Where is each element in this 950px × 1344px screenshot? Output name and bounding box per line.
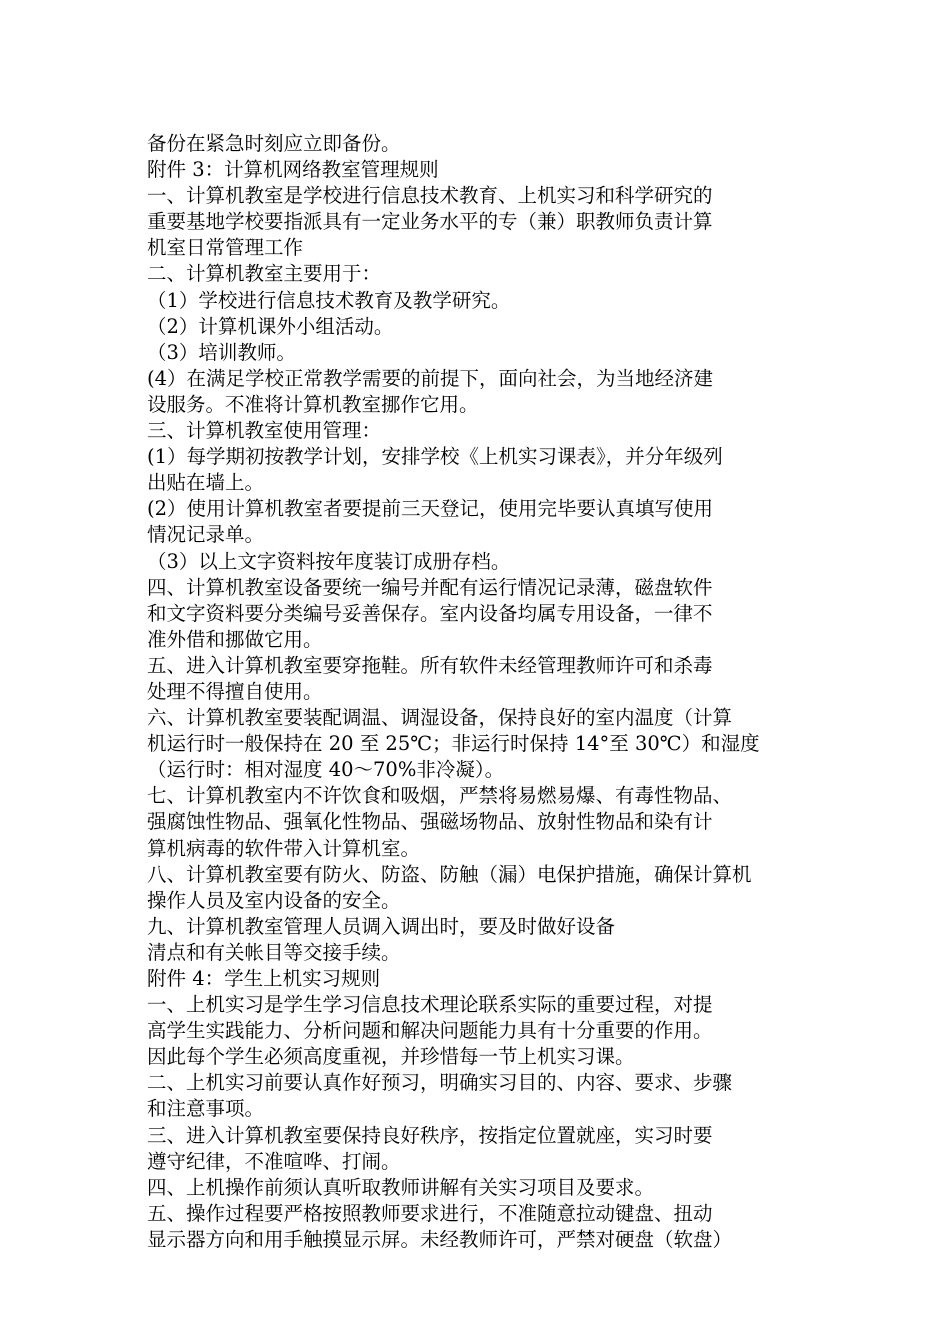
text-line: 操作人员及室内设备的安全。 bbox=[147, 888, 401, 912]
text-line: 机运行时一般保持在 20 至 25℃；非运行时保持 14°至 30℃）和湿度 bbox=[147, 732, 760, 756]
text-line: 三、进入计算机教室要保持良好秩序，按指定位置就座，实习时要 bbox=[147, 1123, 713, 1147]
text-line: 强腐蚀性物品、强氧化性物品、强磁场物品、放射性物品和染有计 bbox=[147, 810, 713, 834]
text-line: （3）培训教师。 bbox=[147, 340, 296, 364]
text-line: （3）以上文字资料按年度装订成册存档。 bbox=[147, 549, 511, 573]
text-line: 三、计算机教室使用管理： bbox=[147, 419, 382, 443]
text-line: 四、计算机教室设备要统一编号并配有运行情况记录薄，磁盘软件 bbox=[147, 575, 713, 599]
text-line: （运行时：相对湿度 40～70%非冷凝）。 bbox=[147, 758, 505, 782]
text-line: 清点和有关帐目等交接手续。 bbox=[147, 940, 401, 964]
text-line: 遵守纪律，不准喧哗、打闹。 bbox=[147, 1149, 401, 1173]
text-line: 重要基地学校要指派具有一定业务水平的专（兼）职教师负责计算 bbox=[147, 210, 713, 234]
text-line: 准外借和挪做它用。 bbox=[147, 627, 323, 651]
text-line: （1）学校进行信息技术教育及教学研究。 bbox=[147, 288, 511, 312]
text-line: (2）使用计算机教室者要提前三天登记，使用完毕要认真填写使用 bbox=[147, 497, 714, 521]
text-line: 一、计算机教室是学校进行信息技术教育、上机实习和科学研究的 bbox=[147, 184, 713, 208]
text-line: 二、上机实习前要认真作好预习，明确实习目的、内容、要求、步骤 bbox=[147, 1071, 733, 1095]
text-line: 情况记录单。 bbox=[147, 523, 265, 547]
text-line: 九、计算机教室管理人员调入调出时，要及时做好设备 bbox=[147, 914, 616, 938]
document-page bbox=[147, 131, 787, 1253]
text-line: 机室日常管理工作 bbox=[147, 236, 304, 260]
text-line: 高学生实践能力、分析问题和解决问题能力具有十分重要的作用。 bbox=[147, 1019, 713, 1043]
text-line: 八、计算机教室要有防火、防盗、防触（漏）电保护措施，确保计算机 bbox=[147, 862, 752, 886]
text-line: 四、上机操作前须认真听取教师讲解有关实习项目及要求。 bbox=[147, 1175, 655, 1199]
text-line: 附件 3：计算机网络教室管理规则 bbox=[147, 158, 439, 182]
text-line: (1）每学期初按教学计划，安排学校《上机实习课表》，并分年级列 bbox=[147, 445, 723, 469]
text-line: 一、上机实习是学生学习信息技术理论联系实际的重要过程，对提 bbox=[147, 993, 713, 1017]
text-line: 附件 4：学生上机实习规则 bbox=[147, 967, 381, 990]
text-line: 七、计算机教室内不许饮食和吸烟，严禁将易燃易爆、有毒性物品、 bbox=[147, 784, 733, 808]
text-line: 因此每个学生必须高度重视，并珍惜每一节上机实习课。 bbox=[147, 1045, 635, 1069]
text-line: 二、计算机教室主要用于： bbox=[147, 262, 382, 286]
text-line: 和注意事项。 bbox=[147, 1097, 265, 1121]
text-line: 备份在紧急时刻应立即备份。 bbox=[147, 132, 401, 155]
text-line: 出贴在墙上。 bbox=[147, 471, 265, 495]
text-line: （2）计算机课外小组活动。 bbox=[147, 314, 394, 338]
text-line: 显示器方向和用手触摸显示屏。未经教师许可，严禁对硬盘（软盘） bbox=[147, 1227, 733, 1251]
text-line: 处理不得擅自使用。 bbox=[147, 679, 323, 703]
text-line: 和文字资料要分类编号妥善保存。室内设备均属专用设备，一律不 bbox=[147, 601, 713, 625]
text-line: 设服务。不准将计算机教室挪作它用。 bbox=[147, 392, 479, 416]
text-line: 五、操作过程要严格按照教师要求进行，不准随意拉动键盘、扭动 bbox=[147, 1201, 713, 1225]
text-line: 算机病毒的软件带入计算机室。 bbox=[147, 836, 421, 860]
text-line: 六、计算机教室要装配调温、调湿设备，保持良好的室内温度（计算 bbox=[147, 706, 733, 730]
text-line: (4）在满足学校正常教学需要的前提下，面向社会，为当地经济建 bbox=[147, 366, 714, 390]
text-line: 五、进入计算机教室要穿拖鞋。所有软件未经管理教师许可和杀毒 bbox=[147, 653, 713, 677]
